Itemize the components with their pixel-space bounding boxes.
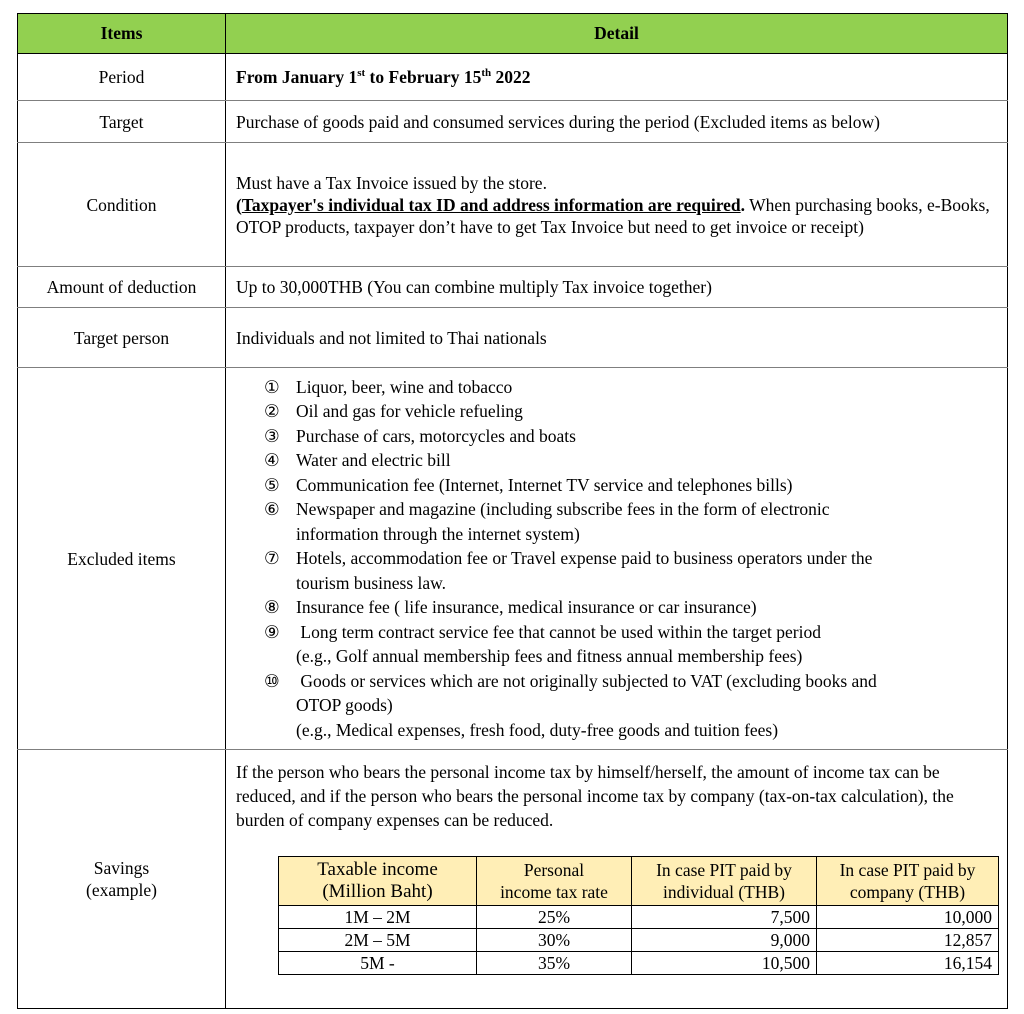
excluded-item-text: Insurance fee ( life insurance, medical insurance or car insurance) (296, 597, 757, 618)
target-detail: Purchase of goods paid and consumed services during the period (Excluded items as below) (226, 101, 1008, 143)
condition-line1: Must have a Tax Invoice issued by the store. (236, 172, 547, 193)
excluded-item (264, 595, 1007, 620)
savings-example-table (278, 856, 999, 975)
excluded-item (264, 497, 1007, 546)
savings-label-line1: Savings (93, 858, 150, 878)
excluded-item-text: Communication fee (Internet, Internet TV service and telephones bills) (296, 474, 793, 495)
excluded-list (226, 375, 1007, 743)
savings-detail (226, 750, 1008, 1009)
excluded-item-text: OTOP goods) (296, 695, 393, 716)
savings-header-cell (632, 857, 817, 906)
tax-deduction-table (17, 13, 1008, 1009)
target-person-label: Target person (18, 308, 226, 368)
excluded-item-number: ④ (264, 450, 280, 471)
excluded-item-number: ⑦ (264, 548, 280, 569)
savings-cell: 5M - (279, 952, 477, 975)
row-period (18, 54, 1008, 101)
condition-line2: (Taxpayer's individual tax ID and address information are required. When purchasing books, e-Books, OTOP products, taxpayer don’t have to get Tax Invoice but need to get invoice or receipt) (236, 194, 990, 237)
excluded-item-text: tourism business law. (296, 572, 447, 593)
amount-detail: Up to 30,000THB (You can combine multiply Tax invoice together) (226, 267, 1008, 308)
excluded-item (264, 424, 1007, 449)
excluded-item-number: ⑥ (264, 499, 280, 520)
excluded-item-number: ⑩ (264, 670, 280, 691)
savings-table-header (279, 857, 999, 906)
excluded-item (264, 546, 1007, 595)
row-condition (18, 143, 1008, 267)
savings-header-cell (279, 857, 477, 906)
excluded-item (264, 473, 1007, 498)
savings-header-text: Personal (523, 860, 585, 880)
savings-header-text: company (THB) (849, 882, 966, 902)
savings-cell: 9,000 (632, 929, 817, 952)
excluded-item-text: Goods or services which are not originally subjected to VAT (excluding books and (296, 670, 877, 691)
target-label: Target (18, 101, 226, 143)
savings-cell: 10,500 (632, 952, 817, 975)
excluded-item-number: ① (264, 376, 280, 397)
savings-label-line2: (example) (86, 880, 157, 900)
period-detail: From January 1st to February 15th 2022 (226, 54, 1008, 101)
row-target (18, 101, 1008, 143)
savings-header-text: individual (THB) (663, 882, 785, 902)
excluded-detail (226, 368, 1008, 750)
savings-table-row (279, 906, 999, 929)
excluded-item-text: Hotels, accommodation fee or Travel expense paid to business operators under the (296, 548, 873, 569)
condition-detail (226, 143, 1008, 267)
row-amount (18, 267, 1008, 308)
excluded-item-number: ⑤ (264, 474, 280, 495)
savings-label (18, 750, 226, 1009)
row-excluded (18, 368, 1008, 750)
excluded-item-text: Purchase of cars, motorcycles and boats (296, 425, 576, 446)
excluded-item-text: Newspaper and magazine (including subscribe fees in the form of electronic (296, 499, 830, 520)
savings-header-text: (Million Baht) (322, 881, 433, 902)
excluded-item-text: Liquor, beer, wine and tobacco (296, 376, 513, 397)
excluded-item (264, 399, 1007, 424)
excluded-item-text: Long term contract service fee that cannot be used within the target period (296, 621, 821, 642)
savings-header-text: In case PIT paid by (839, 860, 976, 880)
excluded-item-text: (e.g., Golf annual membership fees and fitness annual membership fees) (296, 646, 803, 667)
header-row (18, 14, 1008, 54)
excluded-item-number: ⑧ (264, 597, 280, 618)
condition-label: Condition (18, 143, 226, 267)
savings-cell: 16,154 (817, 952, 999, 975)
excluded-item-text: information through the internet system) (296, 523, 580, 544)
excluded-label: Excluded items (18, 368, 226, 750)
savings-table-row (279, 929, 999, 952)
savings-table-row (279, 952, 999, 975)
row-savings (18, 750, 1008, 1009)
excluded-item-text: Water and electric bill (296, 450, 451, 471)
excluded-item-number: ② (264, 401, 280, 422)
savings-cell: 12,857 (817, 929, 999, 952)
excluded-item (264, 620, 1007, 669)
savings-header-text: income tax rate (500, 882, 608, 902)
savings-header-text: In case PIT paid by (656, 860, 792, 880)
excluded-item (264, 448, 1007, 473)
savings-header-text: Taxable income (317, 859, 438, 880)
header-items: Items (18, 14, 226, 54)
savings-cell: 7,500 (632, 906, 817, 929)
header-detail: Detail (226, 14, 1008, 54)
savings-text: If the person who bears the personal income tax by himself/herself, the amount of income tax can be reduced, and if the person who bears the personal income tax by company (tax-on-tax calculation), the burden of company expenses can be reduced. (236, 762, 954, 830)
period-label: Period (18, 54, 226, 101)
savings-cell: 35% (477, 952, 632, 975)
excluded-item-number: ③ (264, 425, 280, 446)
savings-cell: 25% (477, 906, 632, 929)
target-person-detail: Individuals and not limited to Thai nationals (226, 308, 1008, 368)
excluded-item-text: (e.g., Medical expenses, fresh food, duty-free goods and tuition fees) (296, 719, 779, 740)
savings-cell: 30% (477, 929, 632, 952)
savings-cell: 2M – 5M (279, 929, 477, 952)
savings-header-cell (477, 857, 632, 906)
amount-label: Amount of deduction (18, 267, 226, 308)
savings-cell: 1M – 2M (279, 906, 477, 929)
excluded-item-number: ⑨ (264, 621, 280, 642)
savings-header-cell (817, 857, 999, 906)
row-target-person (18, 308, 1008, 368)
excluded-item-text: Oil and gas for vehicle refueling (296, 401, 523, 422)
excluded-item (264, 669, 1007, 743)
condition-required-text: Taxpayer's individual tax ID and address information are required (241, 194, 741, 215)
savings-cell: 10,000 (817, 906, 999, 929)
excluded-item (264, 375, 1007, 400)
